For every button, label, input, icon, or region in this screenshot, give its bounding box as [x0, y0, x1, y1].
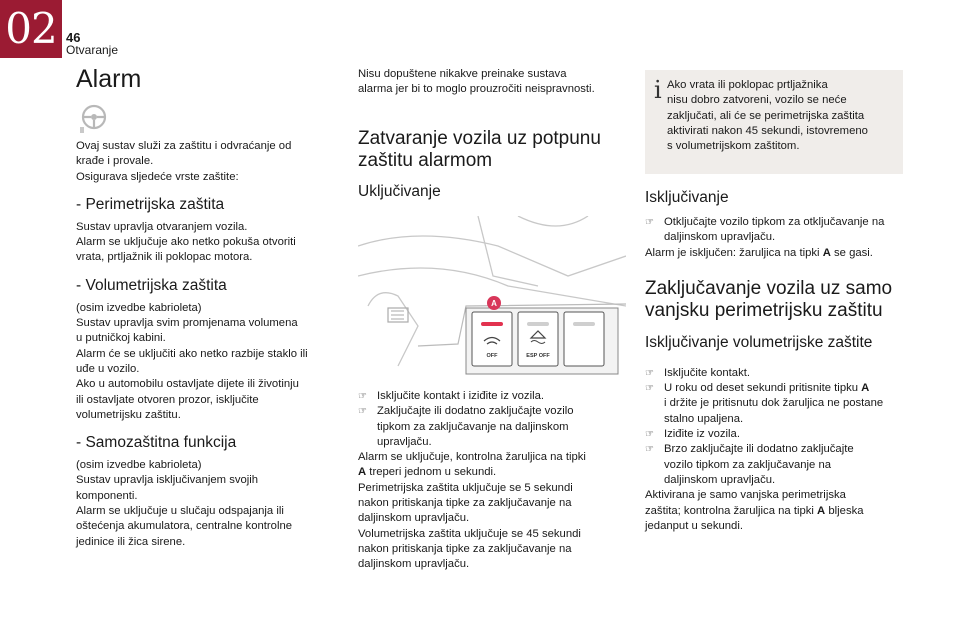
- step-bullet: ☞ Zaključajte ili dodatno zaključajte vozilo tipkom za zaključavanje na daljinskom upravljaču.: [358, 405, 574, 448]
- delay-note: nakon pritiskanja tipke za zaključavanje na: [358, 542, 572, 555]
- alarm-led-icon: [481, 322, 503, 326]
- final-note: jedanput u sekundi.: [645, 519, 743, 532]
- pointing-finger-icon: ☞: [645, 217, 654, 228]
- info-icon: i: [654, 76, 662, 104]
- intro-line: Osigurava sljedeće vrste zaštite:: [76, 170, 239, 183]
- pointing-finger-icon: ☞: [358, 391, 367, 402]
- activation-heading: Uključivanje: [358, 182, 441, 200]
- middle-column: [358, 67, 626, 201]
- perimetric-text: Sustav upravlja otvaranjem vozila.: [76, 220, 248, 233]
- activation-note: Alarm se uključuje, kontrolna žaruljica na tipki: [358, 451, 586, 464]
- intro-line: krađe i provale.: [76, 155, 154, 168]
- volumetric-text: uđe u vozilo.: [76, 362, 140, 375]
- perimeter-only-heading: Zaključavanje vozila uz samo vanjsku perimetrijsku zaštitu: [645, 277, 893, 321]
- perimetric-heading: - Perimetrijska zaštita: [76, 195, 225, 213]
- final-note: zaštita; kontrolna žaruljica na tipki A bljeska: [645, 504, 864, 517]
- delay-note: daljinskom upravljaču.: [358, 512, 470, 525]
- perimetric-text: Alarm se uključuje ako netko pokuša otvoriti: [76, 236, 296, 249]
- delay-note: nakon pritiskanja tipke za zaključavanje na: [358, 497, 572, 510]
- modification-warning: Nisu dopuštene nikakve preinake sustava: [358, 68, 567, 80]
- delay-note: Perimetrijska zaštita uključuje se 5 sekundi: [358, 481, 573, 494]
- self-protection-text: jedinice ili žica sirene.: [76, 535, 186, 548]
- volumetric-text: u putničkoj kabini.: [76, 332, 166, 345]
- volumetric-text: Alarm će se uključiti ako netko razbije staklo ili: [76, 347, 308, 360]
- volumetric-heading: - Volumetrijska zaštita: [76, 276, 227, 294]
- label-a-text: A: [491, 299, 497, 308]
- self-protection-text: (osim izvedbe kabrioleta): [76, 459, 202, 472]
- step-bullet: ☞ U roku od deset sekundi pritisnite tipku A i držite je pritisnutu dok žaruljica ne postane stalno upaljena.: [645, 382, 884, 425]
- info-text: Ako vrata ili poklopac prtljažnika nisu dobro zatvoreni, vozilo se neće zaključati, ali će se perimetrijska zaštita aktivirati nakon 45 sekundi, istovremeno s volumetrijskom zaštitom.: [667, 79, 868, 153]
- volumetric-text: Sustav upravlja svim promjenama volumena: [76, 317, 298, 330]
- steering-wheel-icon: [77, 103, 111, 135]
- step-bullet: ☞ Brzo zaključajte ili dodatno zaključajte vozilo tipkom za zaključavanje na daljinskom upravljaču.: [645, 443, 854, 486]
- blank-button: [564, 312, 604, 366]
- self-protection-text: komponenti.: [76, 489, 138, 502]
- volumetric-text: (osim izvedbe kabrioleta): [76, 301, 202, 314]
- page-number: 46: [66, 30, 81, 45]
- self-protection-text: oštećenja akumulatora, centralne kontrolne: [76, 520, 293, 533]
- final-note: Aktivirana je samo vanjska perimetrijska: [645, 489, 846, 502]
- step-bullet: ☞ Otključajte vozilo tipkom za otključavanje na daljinskom upravljaču.: [645, 216, 885, 244]
- section-name: Otvaranje: [66, 43, 119, 57]
- self-protection-heading: - Samozaštitna funkcija: [76, 434, 237, 452]
- right-body: [645, 188, 907, 534]
- modification-warning: alarma jer bi to moglo prouzročiti neispravnosti.: [358, 83, 595, 96]
- step-bullet: ☞ Isključite kontakt i iziđite iz vozila.: [358, 389, 626, 404]
- volumetric-text: volumetrijsku zaštitu.: [76, 408, 181, 421]
- pointing-finger-icon: ☞: [358, 406, 367, 418]
- volumetric-text: ili ostavljate otvoren prozor, isključite: [76, 393, 259, 406]
- esp-off-label: ESP OFF: [526, 353, 550, 359]
- delay-note: Volumetrijska zaštita uključuje se 45 sekundi: [358, 527, 581, 540]
- dashboard-buttons-illustration: [358, 216, 626, 376]
- activation-note: A treperi jednom u sekundi.: [358, 466, 497, 479]
- info-box: [645, 70, 903, 174]
- pointing-finger-icon: ☞: [645, 383, 654, 395]
- volumetric-text: Ako u automobilu ostavljate dijete ili životinju: [76, 378, 299, 391]
- self-protection-text: Sustav upravlja isključivanjem svojih: [76, 474, 259, 487]
- left-body: [76, 139, 338, 550]
- alarm-title: Alarm: [76, 65, 142, 93]
- self-protection-text: Alarm se uključuje u slučaju odspajanja ili: [76, 505, 284, 518]
- pointing-finger-icon: ☞: [645, 444, 654, 456]
- full-alarm-heading: Zatvaranje vozila uz potpunu zaštitu alarmom: [358, 127, 601, 171]
- volumetric-off-heading: Isključivanje volumetrijske zaštite: [645, 333, 873, 351]
- step-bullet: ☞ Isključite kontakt.: [645, 366, 907, 381]
- step-bullet: ☞ Iziđite iz vozila.: [645, 427, 907, 442]
- delay-note: daljinskom upravljaču.: [358, 558, 470, 571]
- deactivation-heading: Isključivanje: [645, 189, 729, 206]
- perimetric-text: vrata, prtljažnik ili poklopac motora.: [76, 251, 253, 264]
- pointing-finger-icon: ☞: [645, 367, 654, 379]
- alarm-off-label: OFF: [486, 353, 498, 359]
- chapter-badge: 02: [0, 0, 62, 58]
- deactivation-note: Alarm je isključen: žaruljica na tipki A se gasi.: [645, 246, 873, 259]
- intro-line: Ovaj sustav služi za zaštitu i odvraćanje od: [76, 140, 292, 152]
- middle-body: [358, 389, 626, 573]
- pointing-finger-icon: ☞: [645, 429, 654, 441]
- left-column: [76, 64, 338, 94]
